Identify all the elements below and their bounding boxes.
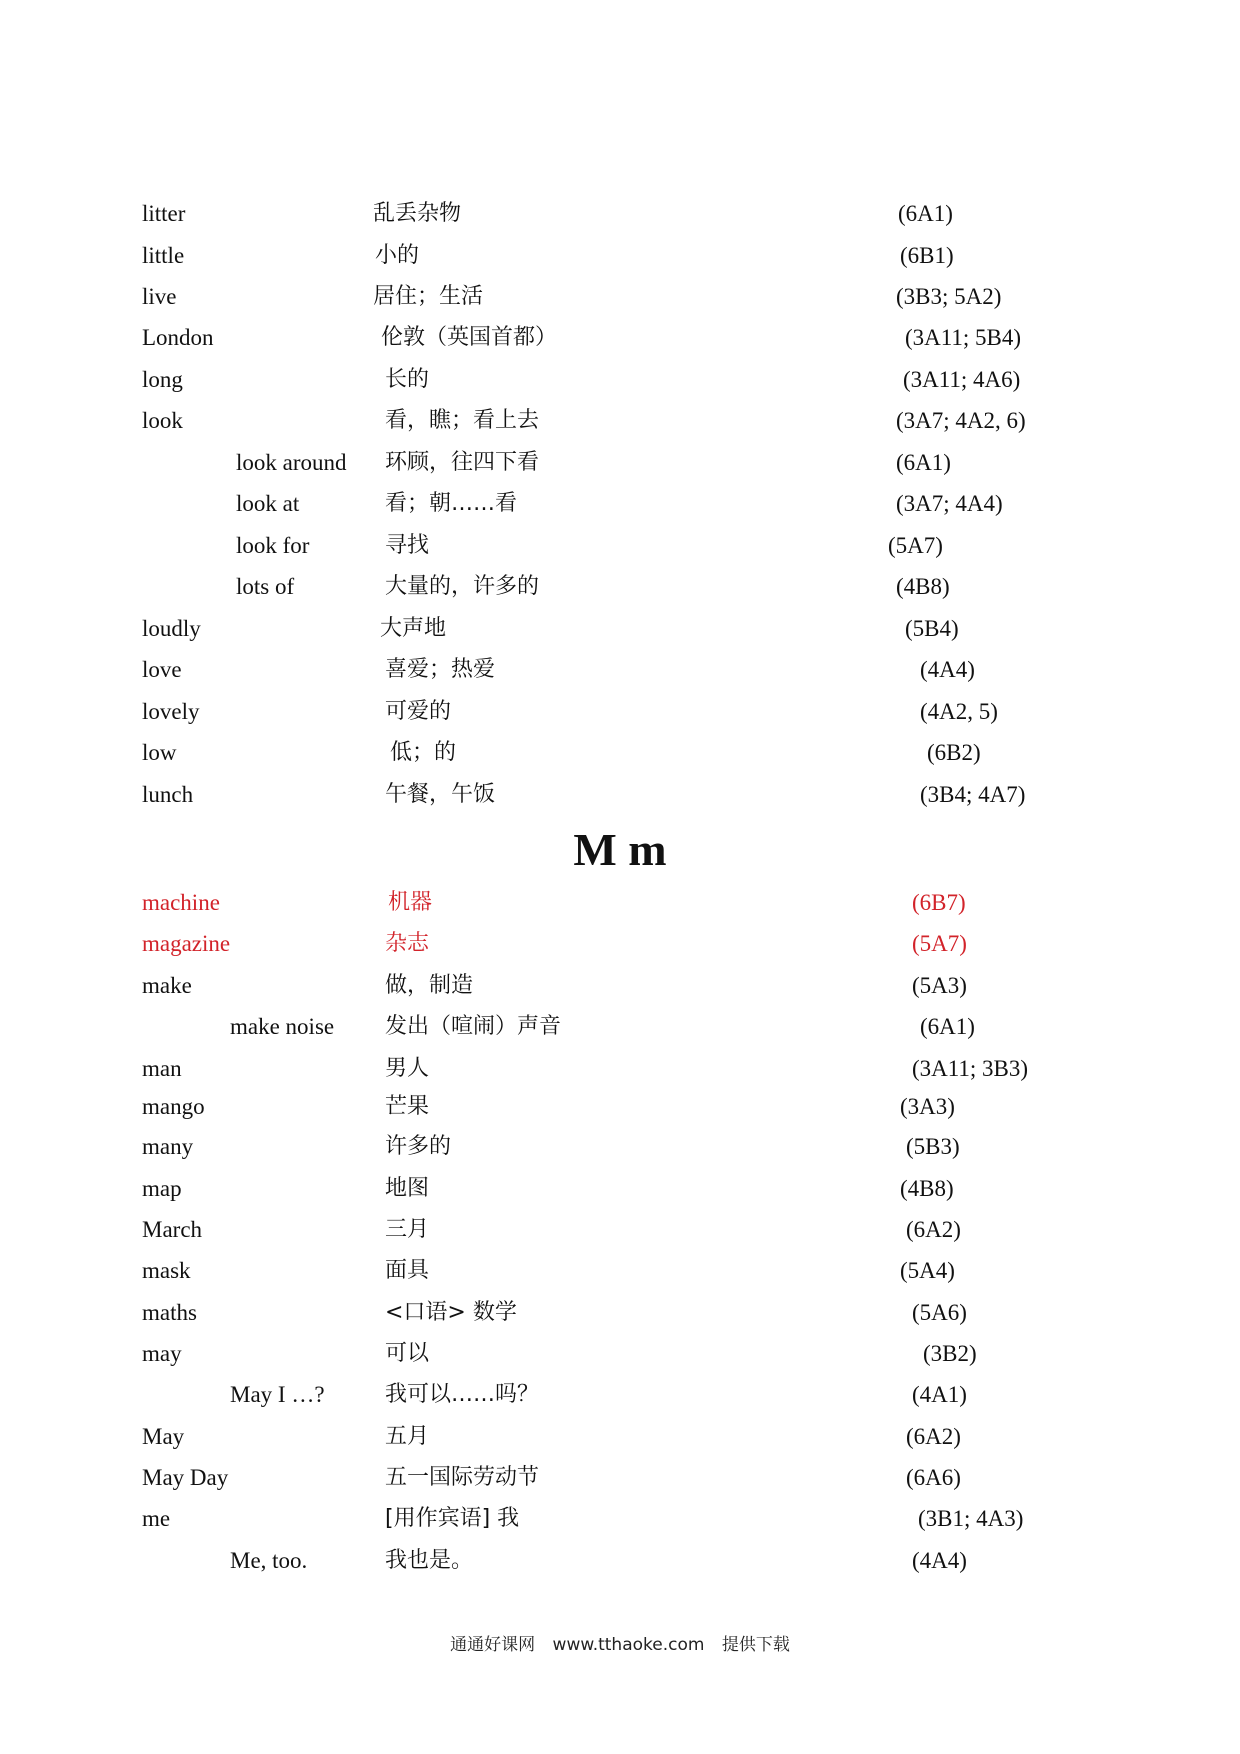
list-item: [0, 404, 1240, 444]
entry-reference: (5A4): [900, 1258, 955, 1283]
entry-reference: (6B2): [927, 740, 981, 765]
entry-meaning: 发出（喧闹）声音: [385, 1014, 562, 1039]
entry-meaning: [用作宾语] 我: [385, 1506, 520, 1531]
entry-word: loudly: [142, 616, 201, 641]
entry-reference: (3B4; 4A7): [920, 782, 1026, 807]
entry-meaning: <口语> 数学: [385, 1300, 517, 1325]
entry-word: look around: [236, 450, 347, 475]
list-item: [0, 363, 1240, 403]
entry-meaning: 五一国际劳动节: [385, 1465, 540, 1490]
list-item: [0, 1172, 1240, 1212]
list-item: [0, 1502, 1240, 1542]
entry-meaning: 伦敦（英国首都）: [381, 325, 558, 350]
entry-reference: (3A7; 4A4): [896, 491, 1003, 516]
entry-meaning: 长的: [385, 367, 430, 392]
list-item: [0, 197, 1240, 237]
entry-word: May Day: [142, 1465, 229, 1490]
list-item: [0, 239, 1240, 279]
list-item: [0, 280, 1240, 320]
list-item: [0, 446, 1240, 486]
list-item: [0, 1461, 1240, 1501]
entry-reference: (6B1): [900, 243, 954, 268]
entry-reference: (4A2, 5): [920, 699, 998, 724]
entry-meaning: 大声地: [380, 616, 447, 641]
entry-word: lots of: [236, 574, 295, 599]
entry-meaning: 许多的: [385, 1134, 452, 1159]
entry-word: May I …?: [230, 1382, 325, 1407]
list-item: [0, 1213, 1240, 1253]
entry-meaning: 环顾，往四下看: [385, 450, 540, 475]
entry-meaning: 男人: [385, 1056, 430, 1081]
entry-reference: (4A4): [912, 1548, 967, 1573]
entry-meaning: 喜爱；热爱: [385, 657, 496, 682]
footer-url-link[interactable]: www.tthaoke.com: [552, 1635, 705, 1655]
entry-reference: (5A7): [912, 931, 967, 956]
list-item: [0, 1090, 1240, 1130]
entry-word: love: [142, 657, 182, 682]
list-item: [0, 695, 1240, 735]
entry-meaning: 我也是。: [385, 1548, 474, 1573]
entry-word: machine: [142, 890, 220, 915]
entry-word: March: [142, 1217, 203, 1242]
entry-meaning: 三月: [385, 1217, 430, 1242]
entry-reference: (6B7): [912, 890, 966, 915]
list-item: [0, 1296, 1240, 1336]
entry-meaning: 乱丢杂物: [373, 201, 462, 226]
entry-reference: (6A1): [898, 201, 953, 226]
entry-meaning: 芒果: [385, 1094, 430, 1119]
entry-meaning: 地图: [385, 1176, 430, 1201]
list-item: [0, 778, 1240, 818]
entry-meaning: 五月: [385, 1424, 430, 1449]
entry-meaning: 小的: [375, 243, 420, 268]
entry-reference: (6A2): [906, 1217, 961, 1242]
list-item: [0, 570, 1240, 610]
entry-word: London: [142, 325, 214, 350]
entry-meaning: 机器: [388, 890, 433, 915]
entry-word: many: [142, 1134, 194, 1159]
list-item: [0, 969, 1240, 1009]
entry-meaning: 寻找: [385, 533, 430, 558]
entry-word: make: [142, 973, 192, 998]
entry-word: little: [142, 243, 185, 268]
list-item: [0, 736, 1240, 776]
list-item: [0, 927, 1240, 967]
entry-word: low: [142, 740, 177, 765]
entry-reference: (3B3; 5A2): [896, 284, 1002, 309]
entry-meaning: 可以: [385, 1341, 430, 1366]
list-item: [0, 529, 1240, 569]
entry-word: map: [142, 1176, 182, 1201]
entry-word: mask: [142, 1258, 191, 1283]
entry-meaning: 可爱的: [385, 699, 452, 724]
entry-word: look for: [236, 533, 310, 558]
entry-reference: (3B1; 4A3): [918, 1506, 1024, 1531]
entry-reference: (3A7; 4A2, 6): [896, 408, 1026, 433]
entry-word: May: [142, 1424, 185, 1449]
list-item: [0, 1378, 1240, 1418]
entry-word: make noise: [230, 1014, 335, 1039]
list-item: [0, 1420, 1240, 1460]
list-item: [0, 612, 1240, 652]
footer-note: 提供下载: [721, 1635, 790, 1655]
list-item: [0, 1010, 1240, 1050]
entry-reference: (5A3): [912, 973, 967, 998]
entry-meaning: 午餐，午饭: [385, 782, 496, 807]
entry-word: lovely: [142, 699, 200, 724]
entry-word: me: [142, 1506, 171, 1531]
entry-reference: (5B3): [906, 1134, 960, 1159]
entry-word: Me, too.: [230, 1548, 308, 1573]
page-footer: [0, 1630, 1240, 1655]
entry-reference: (4B8): [900, 1176, 954, 1201]
entry-meaning: 杂志: [385, 931, 430, 956]
list-item: [0, 321, 1240, 361]
entry-reference: (6A6): [906, 1465, 961, 1490]
entry-word: man: [142, 1056, 182, 1081]
section-heading: M m: [573, 824, 667, 875]
entry-reference: (3A11; 3B3): [912, 1056, 1029, 1081]
list-item: [0, 1337, 1240, 1377]
entry-reference: (3A11; 4A6): [903, 367, 1021, 392]
entry-word: long: [142, 367, 183, 392]
list-item: [0, 1052, 1240, 1092]
entry-reference: (3A3): [900, 1094, 955, 1119]
entry-reference: (4A1): [912, 1382, 967, 1407]
entry-word: may: [142, 1341, 182, 1366]
entry-reference: (3B2): [923, 1341, 977, 1366]
entry-word: look at: [236, 491, 300, 516]
entry-word: magazine: [142, 931, 231, 956]
entry-meaning: 大量的，许多的: [385, 574, 540, 599]
entry-word: mango: [142, 1094, 205, 1119]
entry-meaning: 看；朝……看: [385, 491, 518, 516]
entry-meaning: 我可以……吗？: [385, 1382, 540, 1407]
list-item: [0, 886, 1240, 926]
entry-word: maths: [142, 1300, 197, 1325]
entry-meaning: 做，制造: [385, 973, 474, 998]
list-item: [0, 1130, 1240, 1170]
entry-reference: (5A6): [912, 1300, 967, 1325]
entry-reference: (5B4): [905, 616, 959, 641]
entry-reference: (5A7): [888, 533, 943, 558]
list-item: [0, 487, 1240, 527]
entry-meaning: 居住；生活: [373, 284, 484, 309]
entry-word: look: [142, 408, 183, 433]
entry-word: litter: [142, 201, 186, 226]
footer-site-name: 通通好课网: [450, 1635, 536, 1655]
entry-word: lunch: [142, 782, 194, 807]
entry-meaning: 看，瞧；看上去: [385, 408, 540, 433]
list-item: [0, 1254, 1240, 1294]
entry-meaning: 面具: [385, 1258, 430, 1283]
list-item: [0, 1544, 1240, 1584]
entry-reference: (4A4): [920, 657, 975, 682]
list-item: [0, 653, 1240, 693]
entry-reference: (6A1): [896, 450, 951, 475]
entry-reference: (6A1): [920, 1014, 975, 1039]
entry-meaning: 低；的: [390, 740, 457, 765]
entry-reference: (6A2): [906, 1424, 961, 1449]
entry-reference: (3A11; 5B4): [905, 325, 1022, 350]
entry-word: live: [142, 284, 177, 309]
entry-reference: (4B8): [896, 574, 950, 599]
